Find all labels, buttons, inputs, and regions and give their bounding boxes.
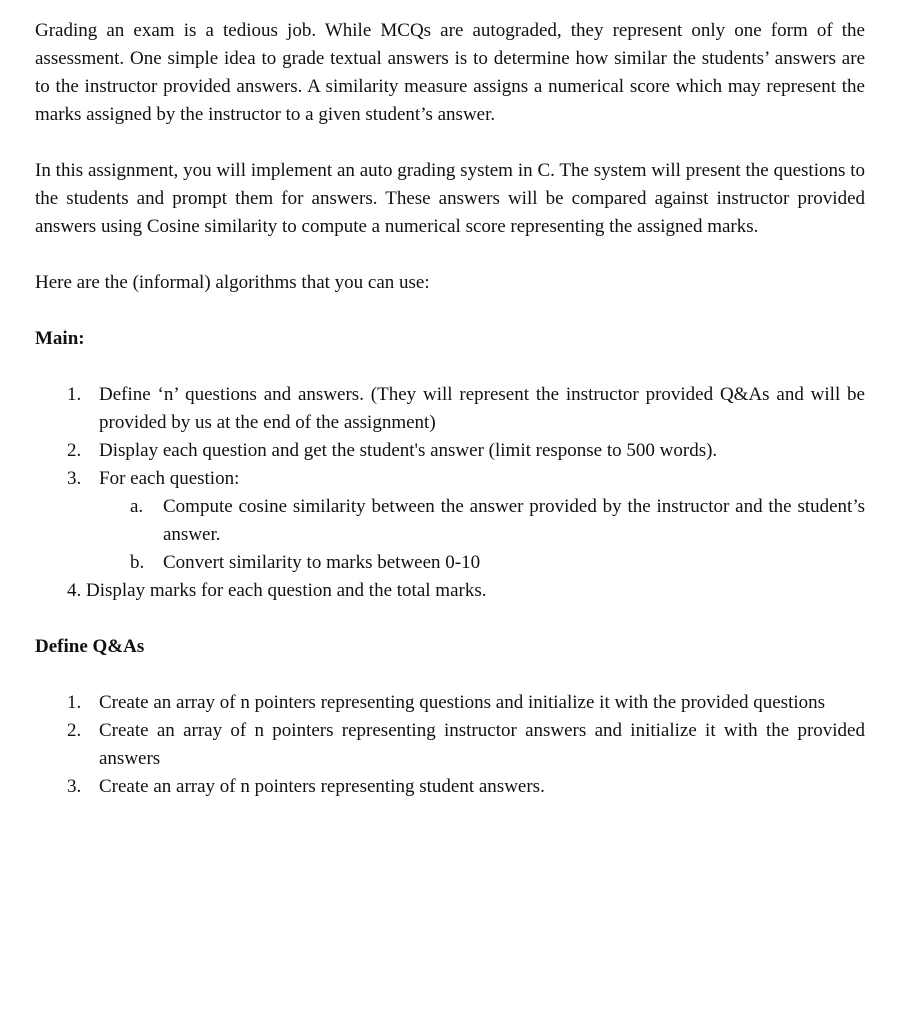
main-step-1-number: 1.: [67, 384, 82, 405]
define-step-2-text: Create an array of n pointers representing instructor answers and initialize it with the provided answers: [99, 720, 865, 769]
define-step-1-text: Create an array of n pointers representing questions and initialize it with the provided questions: [99, 692, 826, 713]
document-page: [35, 17, 865, 829]
main-substep-a-text: Compute cosine similarity between the answer provided by the instructor and the student’s answer.: [163, 496, 865, 545]
main-step-2: [35, 437, 865, 465]
define-qa-list: [35, 689, 865, 801]
main-step-4: 4. Display marks for each question and the total marks.: [67, 580, 487, 601]
define-step-3-number: 3.: [67, 776, 82, 797]
main-step-1: [35, 381, 865, 437]
main-substep-b-letter: b.: [130, 552, 145, 573]
main-substep-a: [35, 493, 865, 549]
main-step-2-text: Display each question and get the student's answer (limit response to 500 words).: [99, 440, 718, 461]
main-substep-a-letter: a.: [130, 496, 144, 517]
assignment-paragraph: In this assignment, you will implement an auto grading system in C. The system will present the questions to the students and prompt them for answers. These answers will be compared against instructor provided answers using Cosine similarity to compute a numerical score representing the assigned marks.: [35, 160, 865, 237]
main-step-3-number: 3.: [67, 468, 82, 489]
main-step-3: [35, 465, 865, 493]
main-step-2-number: 2.: [67, 440, 82, 461]
main-substep-b: [35, 549, 865, 577]
define-qa-heading: Define Q&As: [35, 636, 145, 657]
define-step-1: [35, 689, 865, 717]
main-step-1-text: Define ‘n’ questions and answers. (They will represent the instructor provided Q&As and will be provided by us at the end of the assignment): [99, 384, 865, 433]
define-step-2: [35, 717, 865, 773]
main-step-3-text: For each question:: [99, 468, 240, 489]
intro-paragraph: Grading an exam is a tedious job. While MCQs are autograded, they represent only one form of the assessment. One simple idea to grade textual answers is to determine how similar the students’ answers are to the instructor provided answers. A similarity measure assigns a numerical score which may represent the marks assigned by the instructor to a given student’s answer.: [35, 20, 865, 125]
main-steps-list: [35, 381, 865, 577]
algorithms-intro-paragraph: Here are the (informal) algorithms that you can use:: [35, 272, 430, 293]
define-step-3-text: Create an array of n pointers representing student answers.: [99, 776, 545, 797]
define-step-3: [35, 773, 865, 801]
main-substep-b-text: Convert similarity to marks between 0-10: [163, 552, 481, 573]
main-heading: Main:: [35, 328, 85, 349]
define-step-1-number: 1.: [67, 692, 82, 713]
define-step-2-number: 2.: [67, 720, 82, 741]
